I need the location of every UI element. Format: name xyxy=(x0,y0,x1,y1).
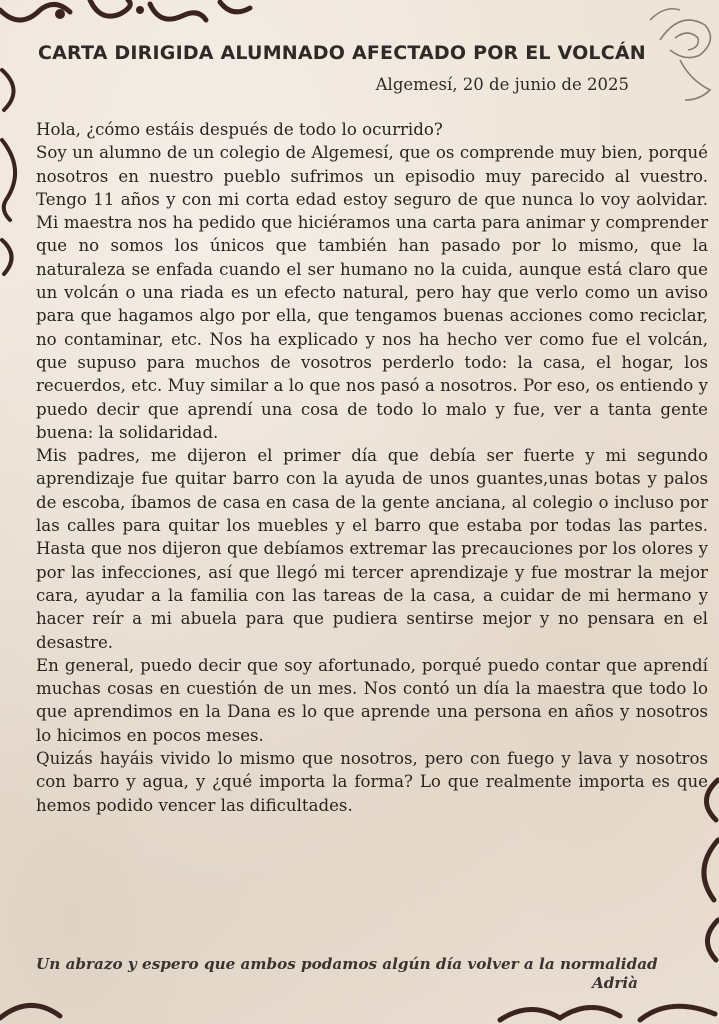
closing-line: Un abrazo y espero que ambos podamos algún día volver a la normalidad xyxy=(36,955,658,973)
top-swirl-ornament xyxy=(0,0,260,40)
body-paragraph: Quizás hayáis vivido lo mismo que nosotros, pero con fuego y lava y nosotros con barro y agua, y ¿qué importa la forma? Lo que realmente importa es que hemos podido vencer las dificultades. xyxy=(36,749,708,815)
letter-title: CARTA DIRIGIDA ALUMNADO AFECTADO POR EL VOLCÁN xyxy=(38,42,646,64)
body-paragraph: Soy un alumno de un colegio de Algemesí, que os comprende muy bien, porqué nosotros en nuestro pueblo sufrimos un episodio muy parecido al vuestro. Tengo 11 años y con mi corta edad estoy seguro de que nunca lo voy aolvidar. Mi maestra nos ha pedido que hiciéramos una carta para animar y comprender que no somos los únicos que también han pasado por lo mismo, que la naturaleza se enfada cuando el ser humano no la cuida, aunque está claro que un volcán o una riada es un efecto natural, pero hay que verlo como un aviso para que hagamos algo por ella, que tengamos buenas acciones como reciclar, no contaminar, etc. Nos ha explicado y nos ha hecho ver como fue el volcán, que supuso para muchos de vosotros perderlo todo: la casa, el hogar, los recuerdos, etc. Muy similar a lo que nos pasó a nosotros. Por eso, os entiendo y puedo decir que aprendí una cosa de todo lo malo y fue, ver a tanta gente buena: la solidaridad. xyxy=(36,143,708,442)
greeting-paragraph: Hola, ¿cómo estáis después de todo lo ocurrido? xyxy=(36,120,443,139)
letter-date: Algemesí, 20 de junio de 2025 xyxy=(375,75,629,94)
left-swirl-ornament xyxy=(0,60,30,280)
body-paragraph: Mis padres, me dijeron el primer día que debía ser fuerte y mi segundo aprendizaje fue quitar barro con la ayuda de unos guantes,unas botas y palos de escoba, íbamos de casa en casa de la gente anciana, al colegio o incluso por las calles para quitar los muebles y el barro que estaba por todas las partes. Hasta que nos dijeron que debíamos extremar las precauciones por los olores y por las infecciones, así que llegó mi tercer aprendizaje y fue mostrar la mejor cara, ayudar a la familia con las tareas de la casa, a cuidar de mi hermano y hacer reír a mi abuela para que pudiera sentirse mejor y no pensara en el desastre. xyxy=(36,446,708,652)
body-paragraph: En general, puedo decir que soy afortunado, porqué puedo contar que aprendí muchas cosas en cuestión de un mes. Nos contó un día la maestra que todo lo que aprendimos en la Dana es lo que aprende una persona en años y nosotros lo hicimos en pocos meses. xyxy=(36,655,708,745)
letter-body xyxy=(36,118,708,817)
signature: Adrià xyxy=(592,974,639,992)
bottom-swirl-ornament xyxy=(0,990,719,1024)
